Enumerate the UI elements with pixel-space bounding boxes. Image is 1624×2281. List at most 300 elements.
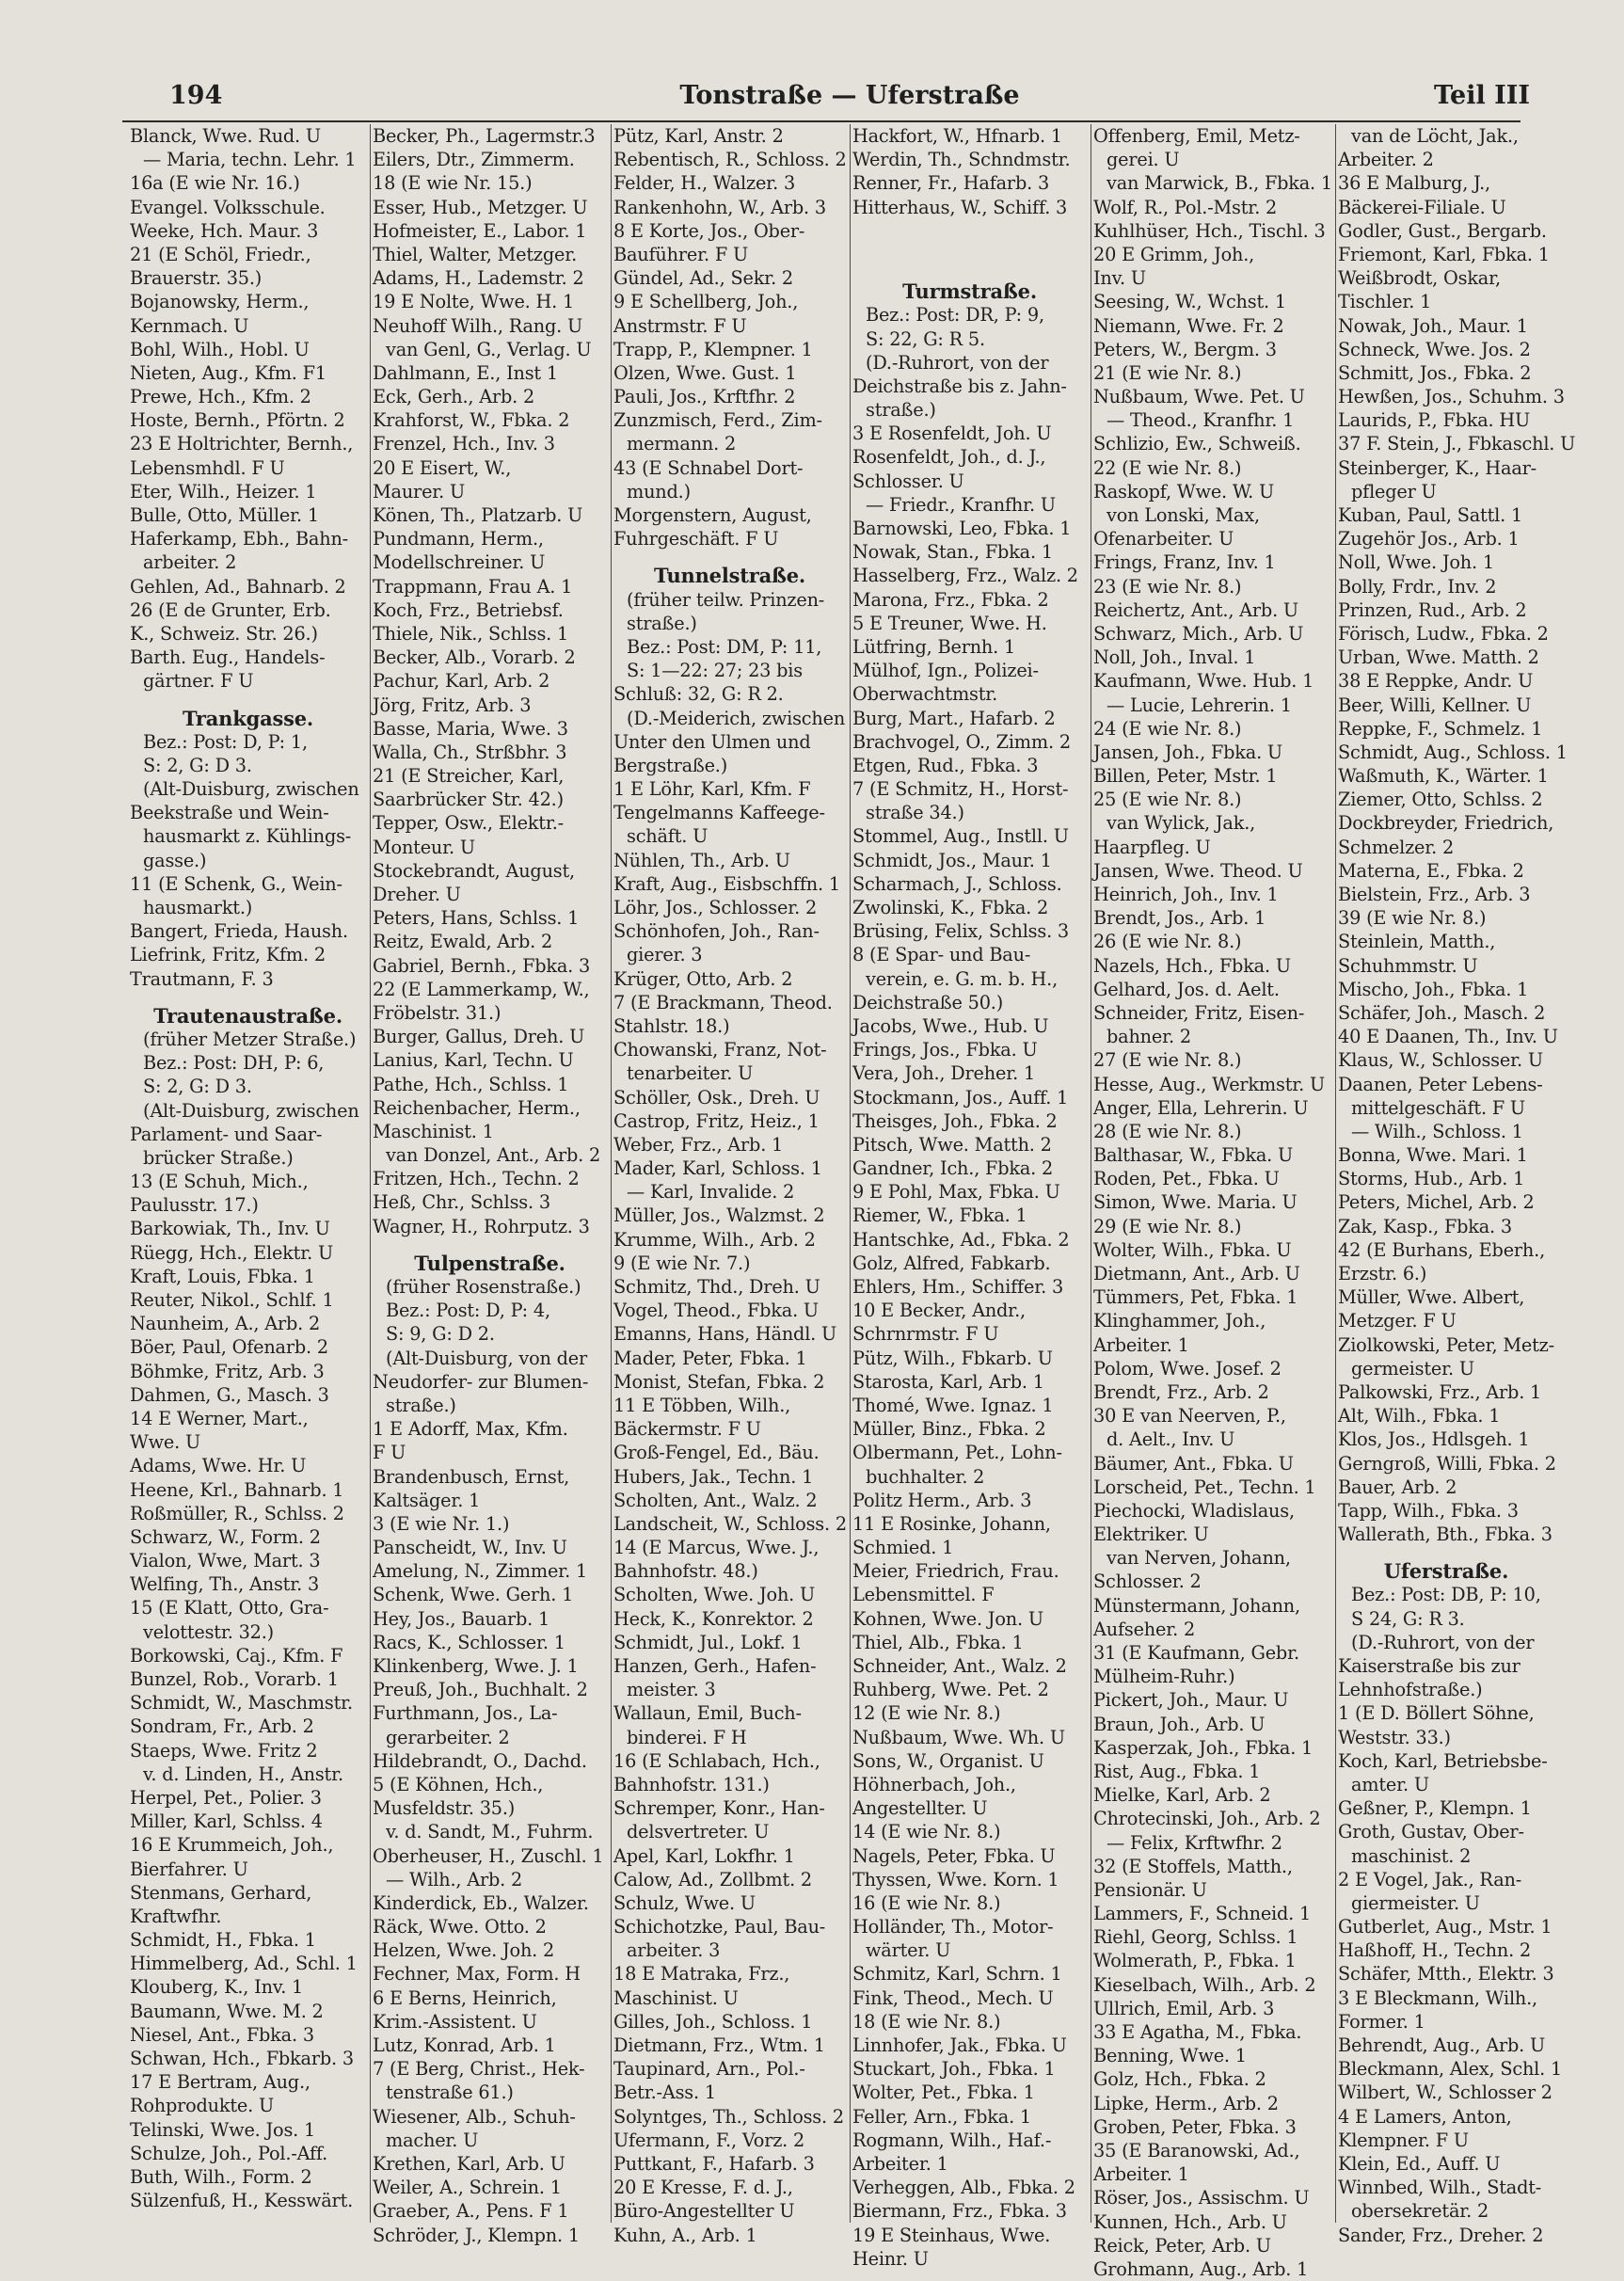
directory-entry: 3 (E wie Nr. 1.) bbox=[373, 1512, 510, 1535]
directory-entry: 1 (E D. Böllert Söhne, bbox=[1338, 1702, 1535, 1725]
directory-entry: Etgen, Rud., Fbka. 3 bbox=[852, 754, 1039, 776]
directory-entry: Oberheuser, H., Zuschl. 1 bbox=[373, 1844, 604, 1867]
directory-entry: 7 (E Berg, Christ., Hek- bbox=[373, 2058, 585, 2081]
directory-entry: Alt, Wilh., Fbka. 1 bbox=[1338, 1405, 1501, 1428]
directory-column-6 bbox=[1336, 124, 1576, 2246]
directory-entry: (Alt-Duisburg, zwischen bbox=[143, 1099, 359, 1122]
directory-entry: F U bbox=[373, 1442, 406, 1464]
directory-entry: Seesing, W., Wchst. 1 bbox=[1093, 291, 1286, 313]
directory-entry: 11 E Többen, Wilh., bbox=[613, 1394, 791, 1416]
directory-entry: Riehl, Georg, Schlss. 1 bbox=[1093, 1926, 1298, 1949]
directory-entry: Preuß, Joh., Buchhalt. 2 bbox=[373, 1679, 588, 1701]
directory-entry: Pauli, Jos., Krftfhr. 2 bbox=[613, 386, 796, 408]
street-heading: Turmstraße. bbox=[902, 279, 1037, 304]
directory-entry bbox=[852, 243, 1087, 266]
directory-entry: (D.-Ruhrort, von der bbox=[1351, 1631, 1535, 1653]
directory-entry bbox=[852, 219, 1087, 243]
directory-entry: Trautmann, F. 3 bbox=[130, 967, 274, 990]
directory-entry: Schmitz, Thd., Dreh. U bbox=[613, 1276, 820, 1299]
directory-entry: Heß, Chr., Schlss. 3 bbox=[373, 1191, 550, 1214]
directory-entry: Tepper, Osw., Elektr.- bbox=[373, 812, 564, 835]
directory-entry: Riemer, W., Fbka. 1 bbox=[852, 1204, 1027, 1227]
directory-entry: Reichenbacher, Herm., bbox=[373, 1096, 581, 1119]
directory-entry: Mielke, Karl, Arb. 2 bbox=[1093, 1784, 1271, 1807]
directory-entry: Lebensmittel. F bbox=[852, 1584, 995, 1606]
directory-entry: Palkowski, Frz., Arb. 1 bbox=[1338, 1380, 1542, 1403]
street-heading: Tunnelstraße. bbox=[653, 564, 806, 588]
directory-entry: Wagner, H., Rohrputz. 3 bbox=[373, 1215, 590, 1237]
directory-entry: 42 (E Burhans, Eberh., bbox=[1338, 1238, 1545, 1261]
directory-entry: gerarbeiter. 2 bbox=[386, 1726, 510, 1748]
directory-entry: Lutz, Konrad, Arb. 1 bbox=[373, 2034, 556, 2057]
directory-entry: 22 (E wie Nr. 8.) bbox=[1093, 456, 1242, 479]
directory-entry: Bonna, Wwe. Mari. 1 bbox=[1338, 1144, 1528, 1167]
directory-entry: Reitz, Ewald, Arb. 2 bbox=[373, 931, 553, 953]
directory-entry: brücker Straße.) bbox=[143, 1146, 294, 1169]
directory-entry: Müller, Jos., Walzmst. 2 bbox=[613, 1204, 825, 1227]
directory-entry: Walla, Ch., Strßbhr. 3 bbox=[373, 741, 567, 763]
directory-entry: Kuban, Paul, Sattl. 1 bbox=[1338, 504, 1523, 526]
directory-entry: van de Löcht, Jak., bbox=[1351, 125, 1519, 147]
directory-entry: Golz, Alfred, Fabkarb. bbox=[852, 1252, 1051, 1274]
directory-entry: Deichstraße bis z. Jahn- bbox=[852, 375, 1067, 397]
directory-entry: Brauerstr. 35.) bbox=[130, 267, 263, 290]
directory-entry: Daanen, Peter Lebens- bbox=[1338, 1073, 1543, 1095]
directory-entry: Stommel, Aug., Instll. U bbox=[852, 825, 1069, 848]
directory-entry: Mader, Peter, Fbka. 1 bbox=[613, 1347, 807, 1369]
directory-entry: Kunnen, Hch., Arb. U bbox=[1093, 2210, 1287, 2233]
directory-entry: Peters, Hans, Schlss. 1 bbox=[373, 907, 580, 930]
directory-entry: Winnbed, Wilh., Stadt- bbox=[1338, 2177, 1542, 2199]
street-heading: Uferstraße. bbox=[1383, 1559, 1509, 1584]
directory-entry: Angestellter. U bbox=[852, 1797, 988, 1820]
directory-entry: 28 (E wie Nr. 8.) bbox=[1093, 1120, 1242, 1142]
directory-entry: Jörg, Fritz, Arb. 3 bbox=[373, 694, 532, 716]
directory-entry: Amelung, N., Zimmer. 1 bbox=[373, 1560, 588, 1583]
directory-entry: 17 E Bertram, Aug., bbox=[130, 2071, 310, 2094]
directory-entry: Modellschreiner. U bbox=[373, 551, 546, 574]
directory-entry: Arbeiter. 2 bbox=[1338, 149, 1434, 171]
directory-entry: Weiler, A., Schrein. 1 bbox=[373, 2177, 562, 2199]
directory-entry: Lebensmhdl. F U bbox=[130, 456, 285, 479]
directory-entry: Parlament- und Saar- bbox=[130, 1123, 323, 1145]
directory-entry: Wolter, Wilh., Fbka. U bbox=[1093, 1238, 1292, 1261]
directory-entry: Ofenarbeiter. U bbox=[1093, 528, 1234, 550]
directory-entry: Evangel. Volksschule. bbox=[130, 196, 326, 218]
directory-entry: 4 E Lamers, Anton, bbox=[1338, 2105, 1512, 2128]
directory-entry: Brachvogel, O., Zimm. 2 bbox=[852, 730, 1071, 753]
directory-entry: — Karl, Invalide. 2 bbox=[627, 1181, 795, 1204]
directory-entry: Büro-Angestellter U bbox=[613, 2200, 795, 2223]
directory-entry: Stuckart, Joh., Fbka. 1 bbox=[852, 2058, 1056, 2081]
directory-entry: Schichotzke, Paul, Bau- bbox=[613, 1916, 826, 1938]
directory-entry: Maschinist. U bbox=[613, 1986, 739, 2009]
directory-entry: Hitterhaus, W., Schiff. 3 bbox=[852, 196, 1068, 218]
directory-entry: Stockebrandt, August, bbox=[373, 859, 575, 882]
directory-entry: Betr.-Ass. 1 bbox=[613, 2082, 716, 2104]
directory-entry: Schmidt, Jul., Lokf. 1 bbox=[613, 1631, 803, 1653]
directory-entry: Racs, K., Schlosser. 1 bbox=[373, 1631, 565, 1653]
directory-entry: Biermann, Frz., Fbka. 3 bbox=[852, 2200, 1067, 2223]
directory-entry: Lammers, F., Schneid. 1 bbox=[1093, 1903, 1312, 1925]
directory-entry: Schenk, Wwe. Gerh. 1 bbox=[373, 1584, 574, 1606]
directory-entry: Mülhof, Ign., Polizei- bbox=[852, 660, 1039, 682]
directory-entry: Waßmuth, K., Wärter. 1 bbox=[1338, 765, 1549, 788]
directory-entry: Jansen, Wwe. Theod. U bbox=[1093, 859, 1303, 882]
directory-entry: Peters, Michel, Arb. 2 bbox=[1338, 1191, 1535, 1214]
directory-entry: Neuhoff Wilh., Rang. U bbox=[373, 314, 583, 337]
directory-entry: Elektriker. U bbox=[1093, 1523, 1209, 1546]
directory-entry: 37 F. Stein, J., Fbkaschl. U bbox=[1338, 433, 1576, 455]
directory-entry: Calow, Ad., Zollbmt. 2 bbox=[613, 1868, 812, 1890]
directory-entry: 11 E Rosinke, Johann, bbox=[852, 1512, 1051, 1535]
directory-entry: 14 (E Marcus, Wwe. J., bbox=[613, 1537, 820, 1559]
directory-entry: S: 2, G: D 3. bbox=[143, 1076, 252, 1098]
directory-entry: germeister. U bbox=[1351, 1357, 1474, 1380]
directory-entry: Lanius, Karl, Techn. U bbox=[373, 1049, 574, 1072]
directory-entry: amter. U bbox=[1351, 1773, 1429, 1795]
directory-entry: gierer. 3 bbox=[627, 944, 703, 966]
directory-entry: Schwan, Hch., Fbkarb. 3 bbox=[130, 2048, 354, 2070]
directory-entry: Schmelzer. 2 bbox=[1338, 836, 1455, 858]
directory-entry: 16 E Krummeich, Joh., bbox=[130, 1834, 334, 1857]
directory-entry: Hantschke, Ad., Fbka. 2 bbox=[852, 1228, 1070, 1251]
directory-entry: Heinrich, Joh., Inv. 1 bbox=[1093, 884, 1279, 905]
running-title: Tonstraße — Uferstraße bbox=[679, 81, 1020, 110]
directory-entry: Gandner, Ich., Fbka. 2 bbox=[852, 1157, 1054, 1180]
directory-entry: 18 E Matraka, Frz., bbox=[613, 1963, 790, 1986]
directory-entry: Neudorfer- zur Blumen- bbox=[373, 1370, 589, 1393]
directory-entry: Kinderdick, Eb., Walzer. bbox=[373, 1891, 589, 1914]
directory-entry: Gilles, Joh., Schloss. 1 bbox=[613, 2010, 813, 2033]
directory-entry: Panscheidt, W., Inv. U bbox=[373, 1537, 567, 1559]
directory-entry: Blanck, Wwe. Rud. U bbox=[130, 125, 321, 147]
directory-entry: Bojanowsky, Herm., bbox=[130, 291, 310, 313]
directory-entry: Verheggen, Alb., Fbka. 2 bbox=[852, 2177, 1075, 2199]
directory-entry: Schmitz, Karl, Schrn. 1 bbox=[852, 1963, 1062, 1986]
directory-entry: giermeister. U bbox=[1351, 1891, 1480, 1914]
directory-entry: Olzen, Wwe. Gust. 1 bbox=[613, 361, 797, 384]
directory-entry: Groth, Gustav, Ober- bbox=[1338, 1821, 1524, 1843]
directory-entry: v. d. Sandt, M., Fuhrm. bbox=[386, 1821, 594, 1843]
directory-entry: Bielstein, Frz., Arb. 3 bbox=[1338, 884, 1531, 905]
directory-entry: 20 E Eisert, W., bbox=[373, 456, 512, 479]
directory-entry: Haßhoff, H., Techn. 2 bbox=[1338, 1939, 1531, 1962]
directory-entry: 20 E Kresse, F. d. J., bbox=[613, 2177, 793, 2199]
directory-entry: Schneck, Wwe. Jos. 2 bbox=[1338, 338, 1531, 360]
directory-entry: 31 (E Kaufmann, Gebr. bbox=[1093, 1642, 1299, 1664]
directory-entry: Krim.-Assistent. U bbox=[373, 2010, 537, 2033]
directory-entry: Bäckerei-Filiale. U bbox=[1338, 196, 1506, 218]
directory-entry: Münstermann, Johann, bbox=[1093, 1594, 1300, 1617]
directory-entry: Saarbrücker Str. 42.) bbox=[373, 789, 564, 811]
directory-entry: Schmitt, Jos., Fbka. 2 bbox=[1338, 361, 1532, 384]
directory-entry: Jacobs, Wwe., Hub. U bbox=[852, 1014, 1049, 1037]
directory-entry: straße.) bbox=[386, 1394, 456, 1416]
directory-entry: S: 2, G: D 3. bbox=[143, 754, 252, 776]
directory-entry: Wallerath, Bth., Fbka. 3 bbox=[1338, 1523, 1552, 1546]
directory-entry: Bergstraße.) bbox=[613, 754, 728, 776]
directory-entry: (früher Rosenstraße.) bbox=[386, 1276, 581, 1299]
directory-entry: Ziemer, Otto, Schlss. 2 bbox=[1338, 789, 1543, 811]
directory-entry: 16 (E wie Nr. 8.) bbox=[852, 1891, 1001, 1914]
directory-entry: Bunzel, Rob., Vorarb. 1 bbox=[130, 1668, 339, 1691]
directory-entry: bahner. 2 bbox=[1107, 1026, 1191, 1048]
directory-entry: Hackfort, W., Hfnarb. 1 bbox=[852, 125, 1062, 147]
directory-entry: mund.) bbox=[627, 480, 691, 502]
directory-entry: van Marwick, B., Fbka. 1 bbox=[1107, 172, 1332, 195]
directory-entry: Prewe, Hch., Kfm. 2 bbox=[130, 386, 311, 408]
directory-entry: Graeber, A., Pens. F 1 bbox=[373, 2200, 569, 2223]
directory-entry: 36 E Malburg, J., bbox=[1338, 172, 1490, 195]
directory-entry: Inv. U bbox=[1093, 267, 1146, 290]
directory-entry: S: 22, G: R 5. bbox=[866, 327, 985, 350]
directory-entry: Schulze, Joh., Pol.-Aff. bbox=[130, 2142, 328, 2164]
directory-entry: 9 E Schellberg, Joh., bbox=[613, 291, 799, 313]
directory-entry: Marona, Frz., Fbka. 2 bbox=[852, 588, 1049, 611]
directory-entry: Pickert, Joh., Maur. U bbox=[1093, 1689, 1289, 1712]
directory-entry: Heinr. U bbox=[852, 2247, 929, 2270]
directory-entry: Naunheim, A., Arb. 2 bbox=[130, 1313, 321, 1335]
directory-entry: 8 (E Spar- und Bau- bbox=[852, 944, 1031, 966]
directory-entry: Bierfahrer. U bbox=[130, 1858, 248, 1880]
directory-entry: Löhr, Jos., Schlosser. 2 bbox=[613, 897, 818, 919]
directory-entry: Arbeiter. 1 bbox=[1093, 1333, 1189, 1356]
directory-entry: Staeps, Wwe. Fritz 2 bbox=[130, 1739, 318, 1762]
directory-entry: Hewßen, Jos., Schuhm. 3 bbox=[1338, 386, 1565, 408]
directory-entry: Stahlstr. 18.) bbox=[613, 1014, 730, 1037]
directory-entry: Kuhn, A., Arb. 1 bbox=[613, 2224, 757, 2246]
directory-entry: Bolly, Frdr., Inv. 2 bbox=[1338, 575, 1497, 598]
directory-entry: van Nerven, Johann, bbox=[1107, 1547, 1291, 1570]
directory-entry: Braun, Joh., Arb. U bbox=[1093, 1713, 1266, 1735]
directory-entry: Gerngroß, Willi, Fbka. 2 bbox=[1338, 1452, 1556, 1475]
directory-entry: arbeiter. 2 bbox=[143, 551, 237, 574]
directory-entry: 21 (E wie Nr. 8.) bbox=[1093, 361, 1242, 384]
page-header bbox=[169, 81, 1530, 119]
directory-entry: Baumann, Wwe. M. 2 bbox=[130, 2000, 324, 2022]
directory-entry: Eter, Wilh., Heizer. 1 bbox=[130, 480, 317, 502]
directory-entry: Anstrmstr. F U bbox=[613, 314, 747, 337]
directory-entry: Himmelberg, Ad., Schl. 1 bbox=[130, 1953, 358, 1975]
directory-entry: 7 (E Schmitz, H., Horst- bbox=[852, 778, 1069, 801]
directory-entry: Thiel, Walter, Metzger. bbox=[373, 243, 578, 265]
directory-entry: buchhalter. 2 bbox=[866, 1465, 985, 1488]
directory-entry: Bauer, Arb. 2 bbox=[1338, 1475, 1457, 1498]
directory-entry: Golz, Hch., Fbka. 2 bbox=[1093, 2068, 1266, 2091]
directory-entry: Prinzen, Rud., Arb. 2 bbox=[1338, 598, 1527, 621]
directory-entry: Scholten, Ant., Walz. 2 bbox=[613, 1489, 818, 1511]
directory-entry: Schremper, Konr., Han- bbox=[613, 1797, 825, 1820]
directory-entry: — Theod., Kranfhr. 1 bbox=[1107, 409, 1295, 432]
directory-entry: 38 E Reppke, Andr. U bbox=[1338, 670, 1534, 693]
directory-entry: Pütz, Wilh., Fbkarb. U bbox=[852, 1347, 1053, 1369]
directory-entry: Tapp, Wilh., Fbka. 3 bbox=[1338, 1499, 1519, 1522]
directory-entry: Welfing, Th., Anstr. 3 bbox=[130, 1573, 320, 1596]
directory-entry: Wallaun, Emil, Buch- bbox=[613, 1702, 802, 1725]
directory-entry: Landscheit, W., Schloss. 2 bbox=[613, 1512, 847, 1535]
directory-column-5 bbox=[1091, 124, 1336, 2280]
directory-entry: Borkowski, Caj., Kfm. F bbox=[130, 1644, 343, 1667]
directory-entry: Solyntges, Th., Schloss. 2 bbox=[613, 2105, 844, 2128]
directory-entry: Schmidt, W., Maschmstr. bbox=[130, 1692, 353, 1715]
directory-entry: Gelhard, Jos. d. Aelt. bbox=[1093, 978, 1280, 1000]
directory-entry: Hofmeister, E., Labor. 1 bbox=[373, 219, 587, 242]
directory-entry: Zwolinski, K., Fbka. 2 bbox=[852, 897, 1049, 919]
directory-entry: 19 E Nolte, Wwe. H. 1 bbox=[373, 291, 575, 313]
directory-entry: Nowak, Stan., Fbka. 1 bbox=[852, 541, 1053, 564]
directory-entry: tenarbeiter. U bbox=[627, 1062, 754, 1085]
header-rule bbox=[122, 120, 1521, 122]
directory-entry: Pensionär. U bbox=[1093, 1878, 1207, 1901]
directory-entry: Zak, Kasp., Fbka. 3 bbox=[1338, 1215, 1512, 1237]
directory-entry: Dietmann, Frz., Wtm. 1 bbox=[613, 2034, 825, 2057]
directory-entry: Bez.: Post: DB, P: 10, bbox=[1351, 1584, 1541, 1606]
directory-entry: delsvertreter. U bbox=[627, 1821, 770, 1843]
directory-entry: Roßmüller, R., Schlss. 2 bbox=[130, 1502, 344, 1524]
directory-entry: Arbeiter. 1 bbox=[1093, 2163, 1189, 2186]
directory-entry: Groben, Peter, Fbka. 3 bbox=[1093, 2115, 1297, 2138]
directory-entry: Starosta, Karl, Arb. 1 bbox=[852, 1370, 1044, 1393]
directory-entry: Klouberg, K., Inv. 1 bbox=[130, 1976, 304, 1999]
directory-entry: Sülzenfuß, H., Kesswärt. bbox=[130, 2190, 354, 2212]
directory-entry: Vogel, Theod., Fbka. U bbox=[613, 1300, 819, 1322]
directory-entry: von Lonski, Max, bbox=[1107, 504, 1260, 526]
directory-entry: 23 E Holtrichter, Bernh., bbox=[130, 433, 354, 455]
directory-entry: (D.-Meiderich, zwischen bbox=[627, 707, 846, 729]
directory-entry: Hesse, Aug., Werkmstr. U bbox=[1093, 1073, 1326, 1095]
directory-entry: 22 (E Lammerkamp, W., bbox=[373, 978, 590, 1000]
directory-entry: Bleckmann, Alex, Schl. 1 bbox=[1338, 2058, 1563, 2081]
directory-entry: Thiele, Nik., Schlss. 1 bbox=[373, 622, 569, 645]
directory-entry: 43 (E Schnabel Dort- bbox=[613, 456, 804, 479]
directory-entry: Krumme, Wilh., Arb. 2 bbox=[613, 1228, 816, 1251]
directory-entry: Apel, Karl, Lokfhr. 1 bbox=[613, 1844, 795, 1867]
directory-entry: Röser, Jos., Assischm. U bbox=[1093, 2187, 1310, 2209]
directory-entry: 10 E Becker, Andr., bbox=[852, 1300, 1026, 1322]
directory-entry: Roden, Pet., Fbka. U bbox=[1093, 1168, 1280, 1190]
directory-entry: Kernmach. U bbox=[130, 314, 249, 337]
directory-entry: Nowak, Joh., Maur. 1 bbox=[1338, 314, 1528, 337]
directory-entry: pfleger U bbox=[1351, 480, 1437, 502]
directory-entry: 25 (E wie Nr. 8.) bbox=[1093, 789, 1242, 811]
directory-entry: Reick, Peter, Arb. U bbox=[1093, 2234, 1271, 2257]
directory-entry: Emanns, Hans, Händl. U bbox=[613, 1323, 837, 1346]
directory-entry: 8 E Korte, Jos., Ober- bbox=[613, 219, 805, 242]
directory-entry: 7 (E Brackmann, Theod. bbox=[613, 991, 833, 1013]
directory-entry: Jansen, Joh., Fbka. U bbox=[1093, 741, 1282, 763]
directory-entry: Ruhberg, Wwe. Pet. 2 bbox=[852, 1679, 1049, 1701]
directory-entry: 18 (E wie Nr. 15.) bbox=[373, 172, 533, 195]
directory-entry: Schönhofen, Joh., Ran- bbox=[613, 920, 820, 943]
directory-entry: Storms, Hub., Arb. 1 bbox=[1338, 1168, 1525, 1190]
directory-entry: Adams, H., Lademstr. 2 bbox=[373, 267, 584, 290]
directory-entry: Frings, Jos., Fbka. U bbox=[852, 1039, 1038, 1061]
directory-entry: Brüsing, Felix, Schlss. 3 bbox=[852, 920, 1069, 943]
directory-entry: Sondram, Fr., Arb. 2 bbox=[130, 1715, 314, 1738]
directory-entry: Bez.: Post: D, P: 4, bbox=[386, 1300, 550, 1322]
directory-entry: S: 9, G: D 2. bbox=[386, 1323, 495, 1346]
directory-entry: Mülheim-Ruhr.) bbox=[1093, 1666, 1235, 1688]
directory-entry: Maurer. U bbox=[373, 480, 466, 502]
directory-entry: Kraft, Louis, Fbka. 1 bbox=[130, 1265, 315, 1287]
directory-entry: Hoste, Bernh., Pförtn. 2 bbox=[130, 409, 345, 432]
directory-entry: Schmidt, Jos., Maur. 1 bbox=[852, 849, 1052, 871]
directory-entry: Trappmann, Frau A. 1 bbox=[373, 575, 573, 598]
directory-entry: Stockmann, Jos., Auff. 1 bbox=[852, 1086, 1069, 1109]
directory-entry: (Alt-Duisburg, zwischen bbox=[143, 778, 359, 801]
directory-entry: Nagels, Peter, Fbka. U bbox=[852, 1844, 1056, 1867]
directory-entry: Ufermann, F., Vorz. 2 bbox=[613, 2129, 805, 2151]
directory-entry: Bohl, Wilh., Hobl. U bbox=[130, 338, 310, 360]
directory-entry: Schneider, Fritz, Eisen- bbox=[1093, 1001, 1305, 1024]
directory-entry: Kieselbach, Wilh., Arb. 2 bbox=[1093, 1973, 1316, 1996]
directory-entry: Weststr. 33.) bbox=[1338, 1726, 1451, 1748]
directory-entry: Müller, Wwe. Albert, bbox=[1338, 1286, 1525, 1309]
directory-entry: Felder, H., Walzer. 3 bbox=[613, 172, 796, 195]
directory-entry: mittelgeschäft. F U bbox=[1351, 1096, 1525, 1119]
directory-entry: Schwarz, Mich., Arb. U bbox=[1093, 622, 1304, 645]
directory-entry: van Wylick, Jak., bbox=[1107, 812, 1256, 835]
directory-entry: Klinkenberg, Wwe. J. 1 bbox=[373, 1655, 579, 1678]
directory-entry: Erzstr. 6.) bbox=[1338, 1263, 1427, 1284]
directory-entry: Behrendt, Aug., Arb. U bbox=[1338, 2034, 1546, 2057]
directory-entry: Gehlen, Ad., Bahnarb. 2 bbox=[130, 575, 346, 598]
directory-entry: Hey, Jos., Bauarb. 1 bbox=[373, 1607, 550, 1630]
directory-column-4 bbox=[851, 124, 1091, 2270]
directory-entry: Böhmke, Fritz, Arb. 3 bbox=[130, 1360, 325, 1382]
directory-entry: Morgenstern, August, bbox=[613, 504, 812, 526]
directory-entry: 11 (E Schenk, G., Wein- bbox=[130, 872, 342, 895]
directory-entry: Förisch, Ludw., Fbka. 2 bbox=[1338, 622, 1549, 645]
directory-entry: Pachur, Karl, Arb. 2 bbox=[373, 670, 550, 693]
directory-entry: Wolf, R., Pol.-Mstr. 2 bbox=[1093, 196, 1278, 218]
directory-entry: Werdin, Th., Schndmstr. bbox=[852, 149, 1071, 171]
directory-entry: Krethen, Karl, Arb. U bbox=[373, 2152, 565, 2175]
directory-entry: Lehnhofstraße.) bbox=[1338, 1679, 1483, 1701]
directory-entry: van Genl, G., Verlag. U bbox=[386, 338, 592, 360]
directory-entry: Kraft, Aug., Eisbschffn. 1 bbox=[613, 872, 840, 895]
directory-entry: 21 (E Streicher, Karl, bbox=[373, 765, 565, 788]
directory-entry: Koch, Frz., Betriebsf. bbox=[373, 598, 564, 621]
directory-entry: Rogmann, Wilh., Haf.- bbox=[852, 2129, 1052, 2151]
directory-entry: Bahnhofstr. 48.) bbox=[613, 1560, 758, 1583]
directory-entry: Schmied. 1 bbox=[852, 1537, 954, 1559]
directory-entry: Meier, Friedrich, Frau. bbox=[852, 1560, 1059, 1583]
directory-entry: Taupinard, Arn., Pol.- bbox=[613, 2058, 805, 2081]
directory-entry: Balthasar, W., Fbka. U bbox=[1093, 1144, 1294, 1167]
directory-entry: K., Schweiz. Str. 26.) bbox=[130, 622, 318, 645]
directory-entry: Offenberg, Emil, Metz- bbox=[1093, 125, 1300, 147]
directory-entry: 26 (E wie Nr. 8.) bbox=[1093, 931, 1242, 953]
directory-entry: 15 (E Klatt, Otto, Gra- bbox=[130, 1597, 329, 1619]
directory-entry: Thiel, Alb., Fbka. 1 bbox=[852, 1631, 1024, 1653]
directory-entry: Maschinist. 1 bbox=[373, 1120, 494, 1142]
directory-entry: 30 E van Neerven, P., bbox=[1093, 1405, 1286, 1428]
street-heading: Tulpenstraße. bbox=[414, 1251, 565, 1275]
directory-entry: Mader, Karl, Schloss. 1 bbox=[613, 1157, 822, 1180]
directory-entry: Brandenbusch, Ernst, bbox=[373, 1465, 570, 1488]
directory-entry: Noll, Wwe. Joh. 1 bbox=[1338, 551, 1494, 574]
directory-entry: Rebentisch, R., Schloss. 2 bbox=[613, 149, 847, 171]
directory-entry: Klempner. F U bbox=[1338, 2129, 1469, 2151]
directory-entry: 40 E Daanen, Th., Inv. U bbox=[1338, 1026, 1558, 1048]
directory-entry: Bauführer. F U bbox=[613, 243, 748, 265]
directory-entry: straße 34.) bbox=[866, 802, 964, 824]
directory-entry: Weeke, Hch. Maur. 3 bbox=[130, 219, 319, 242]
directory-entry: Urban, Wwe. Matth. 2 bbox=[1338, 646, 1539, 669]
directory-entry: mermann. 2 bbox=[627, 433, 737, 455]
